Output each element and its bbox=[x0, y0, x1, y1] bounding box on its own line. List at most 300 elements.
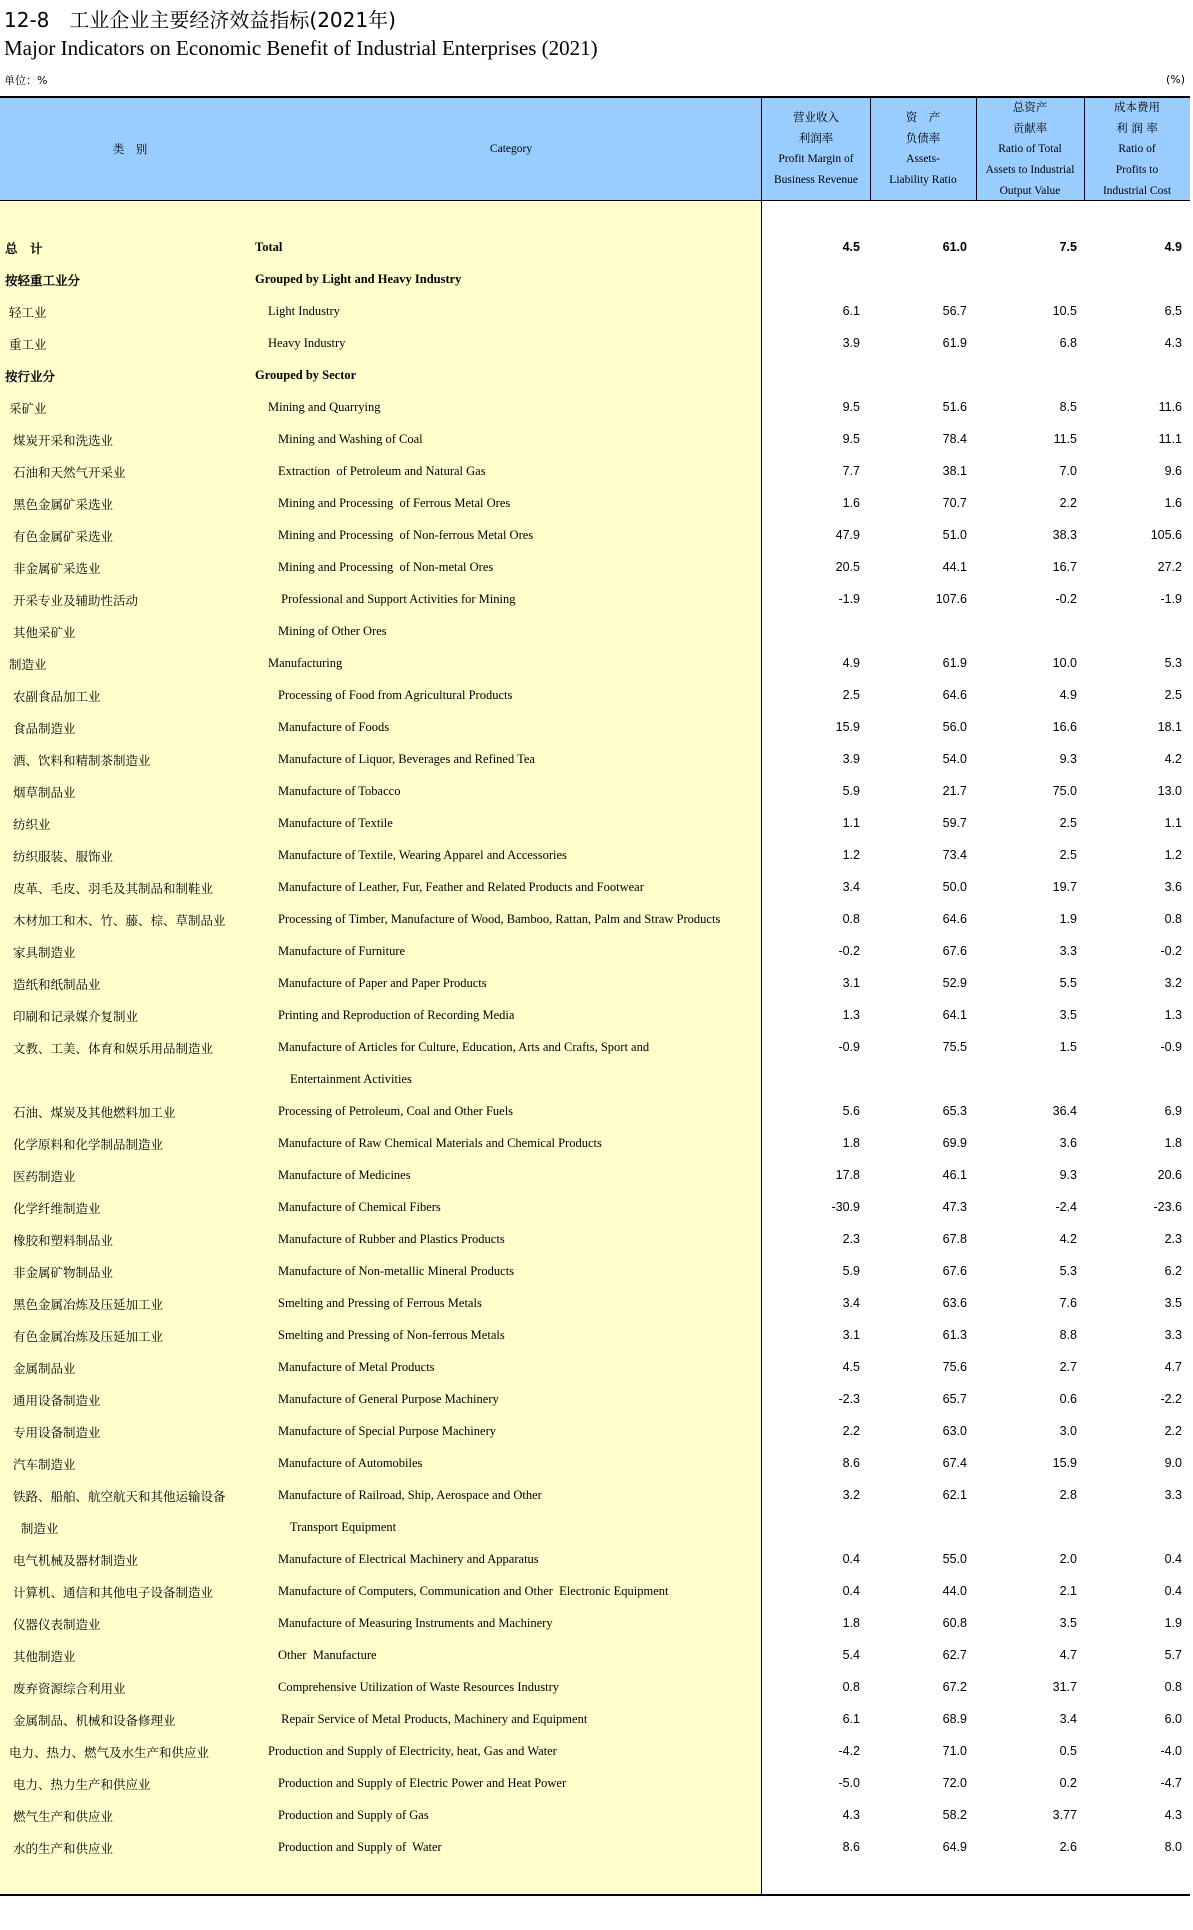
row-value-col1: 4.5 bbox=[842, 240, 860, 254]
table-row bbox=[0, 360, 1190, 392]
row-value-col2: 56.0 bbox=[942, 720, 967, 734]
row-value-col1: 8.6 bbox=[842, 1840, 860, 1854]
row-value-col2: 69.9 bbox=[942, 1136, 967, 1150]
row-category-cn: 农副食品加工业 bbox=[5, 689, 101, 704]
header-profit-margin: 营业收入 利润率 Profit Margin of Business Revenue bbox=[773, 110, 858, 186]
row-category-en: Manufacture of Non-metallic Mineral Products bbox=[278, 1264, 515, 1278]
row-value-col2: 64.1 bbox=[942, 1008, 967, 1022]
row-value-col2: 60.8 bbox=[942, 1616, 967, 1630]
row-value-col3: 38.3 bbox=[1052, 528, 1077, 542]
row-category-en: Manufacture of Medicines bbox=[278, 1168, 411, 1182]
row-category-en: Manufacture of Leather, Fur, Feather and Related Products and Footwear bbox=[278, 880, 644, 894]
row-category-cn: 制造业 bbox=[5, 657, 47, 672]
row-category-cn: 石油和天然气开采业 bbox=[5, 465, 126, 480]
row-category-cn: 烟草制品业 bbox=[5, 785, 76, 800]
table-row bbox=[0, 1224, 1190, 1256]
row-value-col3: 11.5 bbox=[1053, 432, 1077, 446]
row-category-en: Processing of Timber, Manufacture of Wood, Bamboo, Rattan, Palm and Straw Products bbox=[278, 912, 721, 926]
row-category-en: Mining of Other Ores bbox=[278, 624, 387, 638]
row-category-en: Smelting and Pressing of Non-ferrous Metals bbox=[278, 1328, 505, 1342]
row-value-col1: 0.4 bbox=[842, 1552, 860, 1566]
table-row bbox=[0, 552, 1190, 584]
table-row bbox=[0, 1000, 1190, 1032]
row-value-col1: 5.4 bbox=[842, 1648, 860, 1662]
row-value-col3: 3.0 bbox=[1059, 1424, 1077, 1438]
row-category-cn: 金属制品、机械和设备修理业 bbox=[5, 1713, 176, 1728]
row-value-col4: 0.4 bbox=[1164, 1584, 1182, 1598]
row-value-col2: 71.0 bbox=[942, 1744, 967, 1758]
header-assets-ratio: 总资产 贡献率 Ratio of Total Assets to Industrial Output Value bbox=[985, 99, 1075, 197]
row-value-col2: 51.0 bbox=[942, 528, 967, 542]
row-value-col4: 3.6 bbox=[1164, 880, 1182, 894]
row-value-col2: 75.6 bbox=[942, 1360, 967, 1374]
row-category-en: Manufacture of Articles for Culture, Education, Arts and Crafts, Sport and bbox=[278, 1040, 650, 1054]
row-value-col4: 11.6 bbox=[1158, 400, 1182, 414]
row-category-cn: 轻工业 bbox=[5, 305, 47, 320]
header-category-cn: 类 别 bbox=[112, 141, 148, 156]
table-row bbox=[0, 584, 1190, 616]
row-value-col3: 3.5 bbox=[1059, 1008, 1077, 1022]
row-value-col4: 3.3 bbox=[1164, 1328, 1182, 1342]
row-value-col1: 6.1 bbox=[842, 304, 860, 318]
unit-label: 单位：% bbox=[4, 74, 48, 87]
table-row bbox=[0, 840, 1190, 872]
row-category-en: Manufacture of Textile bbox=[278, 816, 393, 830]
table-row bbox=[0, 264, 1190, 296]
table-row bbox=[0, 1352, 1190, 1384]
row-value-col3: 4.9 bbox=[1059, 688, 1077, 702]
row-category-en: Manufacture of Computers, Communication and Other Electronic Equipment bbox=[278, 1584, 669, 1598]
row-value-col3: 8.8 bbox=[1059, 1328, 1077, 1342]
row-category-en: Manufacture of Measuring Instruments and Machinery bbox=[278, 1616, 553, 1630]
row-value-col4: -1.9 bbox=[1160, 592, 1182, 606]
row-category-en: Manufacture of Paper and Paper Products bbox=[278, 976, 487, 990]
row-value-col3: 16.6 bbox=[1052, 720, 1077, 734]
row-value-col4: 6.5 bbox=[1164, 304, 1182, 318]
row-value-col1: 3.4 bbox=[842, 880, 860, 894]
row-value-col1: 3.1 bbox=[842, 976, 860, 990]
row-value-col3: 3.77 bbox=[1052, 1808, 1077, 1822]
table-row bbox=[0, 1768, 1190, 1800]
row-category-cn: 化学原料和化学制品制造业 bbox=[5, 1137, 163, 1152]
row-value-col1: 4.5 bbox=[842, 1360, 860, 1374]
table-bottom-rule bbox=[0, 1894, 1190, 1896]
table-row bbox=[0, 1032, 1190, 1064]
row-category-cn: 食品制造业 bbox=[5, 721, 76, 736]
row-value-col1: 2.3 bbox=[842, 1232, 860, 1246]
row-category-en: Grouped by Light and Heavy Industry bbox=[255, 272, 462, 286]
row-category-cn: 制造业 bbox=[5, 1521, 59, 1536]
row-value-col4: 20.6 bbox=[1157, 1168, 1182, 1182]
table-row bbox=[0, 1640, 1190, 1672]
row-value-col1: 1.8 bbox=[842, 1616, 860, 1630]
row-value-col4: 5.7 bbox=[1164, 1648, 1182, 1662]
row-value-col3: 15.9 bbox=[1052, 1456, 1077, 1470]
table-row bbox=[0, 296, 1190, 328]
row-category-cn: 橡胶和塑料制品业 bbox=[5, 1233, 113, 1248]
row-value-col4: 3.3 bbox=[1164, 1488, 1182, 1502]
row-value-col3: 2.2 bbox=[1059, 496, 1077, 510]
row-value-col1: 9.5 bbox=[842, 400, 860, 414]
row-category-en: Total bbox=[255, 240, 283, 254]
row-category-en: Production and Supply of Electricity, heat, Gas and Water bbox=[268, 1744, 557, 1758]
row-value-col2: 61.9 bbox=[942, 656, 967, 670]
table-row bbox=[0, 424, 1190, 456]
row-category-cn: 铁路、船舶、航空航天和其他运输设备 bbox=[5, 1489, 226, 1504]
table-row bbox=[0, 232, 1190, 264]
row-value-col3: 3.5 bbox=[1059, 1616, 1077, 1630]
row-value-col1: 0.4 bbox=[842, 1584, 860, 1598]
row-category-cn: 电力、热力、燃气及水生产和供应业 bbox=[5, 1745, 209, 1760]
row-value-col3: 7.0 bbox=[1059, 464, 1077, 478]
row-category-cn: 按行业分 bbox=[5, 369, 56, 384]
row-category-en: Heavy Industry bbox=[268, 336, 346, 350]
row-value-col1: 47.9 bbox=[835, 528, 860, 542]
row-value-col3: 2.0 bbox=[1059, 1552, 1077, 1566]
table-row bbox=[0, 1704, 1190, 1736]
row-category-cn: 纺织服装、服饰业 bbox=[5, 849, 113, 864]
row-category-cn: 电气机械及器材制造业 bbox=[5, 1553, 138, 1568]
table-row bbox=[0, 1192, 1190, 1224]
row-category-cn: 煤炭开采和洗选业 bbox=[5, 433, 113, 448]
table-row bbox=[0, 808, 1190, 840]
row-value-col4: 6.0 bbox=[1164, 1712, 1182, 1726]
row-value-col3: 3.4 bbox=[1059, 1712, 1077, 1726]
row-category-en: Mining and Processing of Non-ferrous Metal Ores bbox=[278, 528, 534, 542]
column-divider bbox=[976, 96, 977, 201]
row-category-cn: 专用设备制造业 bbox=[5, 1425, 101, 1440]
row-category-cn: 燃气生产和供应业 bbox=[5, 1809, 113, 1824]
row-value-col4: 4.3 bbox=[1164, 336, 1182, 350]
table-row bbox=[0, 456, 1190, 488]
row-category-en: Entertainment Activities bbox=[290, 1072, 412, 1086]
row-value-col1: -5.0 bbox=[838, 1776, 860, 1790]
row-category-cn: 通用设备制造业 bbox=[5, 1393, 101, 1408]
row-category-cn: 水的生产和供应业 bbox=[5, 1841, 113, 1856]
row-value-col2: 75.5 bbox=[942, 1040, 967, 1054]
row-category-en: Manufacture of General Purpose Machinery bbox=[278, 1392, 499, 1406]
row-value-col2: 65.7 bbox=[942, 1392, 967, 1406]
row-value-col3: -0.2 bbox=[1055, 592, 1077, 606]
table-row bbox=[0, 936, 1190, 968]
row-value-col3: 4.2 bbox=[1059, 1232, 1077, 1246]
row-category-en: Manufacture of Tobacco bbox=[278, 784, 401, 798]
row-category-cn: 电力、热力生产和供应业 bbox=[5, 1777, 151, 1792]
row-value-col4: -4.7 bbox=[1160, 1776, 1182, 1790]
table-row bbox=[0, 1288, 1190, 1320]
row-category-en: Professional and Support Activities for Mining bbox=[278, 592, 516, 606]
row-value-col1: -2.3 bbox=[838, 1392, 860, 1406]
table-row bbox=[0, 1800, 1190, 1832]
row-value-col1: -1.9 bbox=[838, 592, 860, 606]
row-value-col1: 5.6 bbox=[842, 1104, 860, 1118]
row-value-col3: 2.7 bbox=[1059, 1360, 1077, 1374]
row-value-col4: 6.9 bbox=[1164, 1104, 1182, 1118]
row-value-col2: 65.3 bbox=[942, 1104, 967, 1118]
row-category-cn: 医药制造业 bbox=[5, 1169, 76, 1184]
row-value-col3: 2.6 bbox=[1059, 1840, 1077, 1854]
row-category-en: Production and Supply of Water bbox=[278, 1840, 442, 1854]
row-category-cn: 文教、工美、体育和娱乐用品制造业 bbox=[5, 1041, 213, 1056]
row-value-col1: 2.2 bbox=[842, 1424, 860, 1438]
row-value-col3: 2.8 bbox=[1059, 1488, 1077, 1502]
row-value-col4: 3.5 bbox=[1164, 1296, 1182, 1310]
row-value-col3: 19.7 bbox=[1052, 880, 1077, 894]
row-value-col2: 78.4 bbox=[942, 432, 967, 446]
row-value-col1: 20.5 bbox=[835, 560, 860, 574]
row-value-col1: 1.8 bbox=[842, 1136, 860, 1150]
row-value-col1: 7.7 bbox=[842, 464, 860, 478]
row-category-cn: 总 计 bbox=[5, 241, 43, 256]
table-row bbox=[0, 1672, 1190, 1704]
row-value-col4: 4.7 bbox=[1164, 1360, 1182, 1374]
table-row bbox=[0, 680, 1190, 712]
row-value-col2: 46.1 bbox=[942, 1168, 967, 1182]
row-value-col4: 3.2 bbox=[1164, 976, 1182, 990]
row-value-col4: 9.0 bbox=[1164, 1456, 1182, 1470]
row-value-col3: 2.5 bbox=[1059, 848, 1077, 862]
row-value-col3: 0.5 bbox=[1059, 1744, 1077, 1758]
row-value-col2: 61.0 bbox=[942, 240, 967, 254]
row-category-en: Manufacture of Liquor, Beverages and Refined Tea bbox=[278, 752, 535, 766]
row-value-col4: 18.1 bbox=[1157, 720, 1182, 734]
table-row bbox=[0, 1608, 1190, 1640]
table-header bbox=[0, 96, 1190, 201]
row-value-col3: 9.3 bbox=[1059, 1168, 1077, 1182]
header-category-en: Category bbox=[489, 142, 533, 155]
row-category-en: Manufacture of Railroad, Ship, Aerospace and Other bbox=[278, 1488, 542, 1502]
column-divider bbox=[870, 96, 871, 201]
row-value-col2: 61.3 bbox=[942, 1328, 967, 1342]
row-value-col4: 1.1 bbox=[1164, 816, 1182, 830]
row-value-col2: 44.0 bbox=[942, 1584, 967, 1598]
table-row bbox=[0, 1832, 1190, 1864]
row-value-col4: 0.4 bbox=[1164, 1552, 1182, 1566]
row-value-col4: 1.9 bbox=[1164, 1616, 1182, 1630]
row-value-col3: 75.0 bbox=[1052, 784, 1077, 798]
row-value-col2: 44.1 bbox=[942, 560, 967, 574]
row-value-col1: 6.1 bbox=[842, 1712, 860, 1726]
row-value-col4: 1.8 bbox=[1164, 1136, 1182, 1150]
row-category-cn: 黑色金属矿采选业 bbox=[5, 497, 113, 512]
table-row bbox=[0, 1064, 1190, 1096]
page-title-cn: 12-8 工业企业主要经济效益指标(2021年) bbox=[4, 8, 396, 32]
row-value-col2: 58.2 bbox=[942, 1808, 967, 1822]
table-row bbox=[0, 872, 1190, 904]
row-value-col2: 21.7 bbox=[942, 784, 967, 798]
row-value-col2: 47.3 bbox=[942, 1200, 967, 1214]
row-value-col2: 73.4 bbox=[942, 848, 967, 862]
row-category-en: Manufacture of Foods bbox=[278, 720, 390, 734]
row-value-col1: 3.2 bbox=[842, 1488, 860, 1502]
row-category-en: Manufacture of Metal Products bbox=[278, 1360, 435, 1374]
row-category-cn: 重工业 bbox=[5, 337, 47, 352]
table-row bbox=[0, 648, 1190, 680]
row-category-cn: 非金属矿采选业 bbox=[5, 561, 101, 576]
row-value-col1: 1.6 bbox=[842, 496, 860, 510]
row-value-col2: 68.9 bbox=[942, 1712, 967, 1726]
table-row bbox=[0, 1736, 1190, 1768]
row-value-col3: 3.6 bbox=[1059, 1136, 1077, 1150]
row-value-col1: 5.9 bbox=[842, 784, 860, 798]
row-category-cn: 废弃资源综合利用业 bbox=[5, 1681, 126, 1696]
row-value-col2: 62.7 bbox=[942, 1648, 967, 1662]
row-value-col1: 3.4 bbox=[842, 1296, 860, 1310]
row-value-col2: 72.0 bbox=[942, 1776, 967, 1790]
row-value-col2: 67.8 bbox=[942, 1232, 967, 1246]
row-value-col4: 6.2 bbox=[1164, 1264, 1182, 1278]
row-category-cn: 开采专业及辅助性活动 bbox=[5, 593, 138, 608]
table-row bbox=[0, 520, 1190, 552]
row-value-col4: 4.2 bbox=[1164, 752, 1182, 766]
row-value-col4: -4.0 bbox=[1160, 1744, 1182, 1758]
table-row bbox=[0, 1384, 1190, 1416]
row-value-col4: 2.5 bbox=[1164, 688, 1182, 702]
row-value-col4: -2.2 bbox=[1160, 1392, 1182, 1406]
row-category-en: Extraction of Petroleum and Natural Gas bbox=[278, 464, 486, 478]
row-value-col3: 0.2 bbox=[1059, 1776, 1077, 1790]
row-category-en: Manufacture of Chemical Fibers bbox=[278, 1200, 441, 1214]
row-value-col2: 63.0 bbox=[942, 1424, 967, 1438]
row-value-col4: -23.6 bbox=[1153, 1200, 1182, 1214]
row-value-col2: 62.1 bbox=[942, 1488, 967, 1502]
row-category-en: Transport Equipment bbox=[290, 1520, 397, 1534]
row-value-col3: 16.7 bbox=[1052, 560, 1077, 574]
row-category-en: Manufacture of Raw Chemical Materials and Chemical Products bbox=[278, 1136, 602, 1150]
row-value-col3: 7.6 bbox=[1059, 1296, 1077, 1310]
row-value-col2: 50.0 bbox=[942, 880, 967, 894]
table-row bbox=[0, 744, 1190, 776]
row-category-cn: 化学纤维制造业 bbox=[5, 1201, 101, 1216]
row-value-col3: 1.9 bbox=[1059, 912, 1077, 926]
table-row bbox=[0, 488, 1190, 520]
row-value-col1: 2.5 bbox=[842, 688, 860, 702]
row-value-col1: -0.2 bbox=[838, 944, 860, 958]
row-category-en: Mining and Processing of Ferrous Metal Ores bbox=[278, 496, 511, 510]
table-row bbox=[0, 392, 1190, 424]
row-category-en: Manufacture of Electrical Machinery and Apparatus bbox=[278, 1552, 539, 1566]
row-value-col2: 51.6 bbox=[942, 400, 967, 414]
row-value-col4: 27.2 bbox=[1157, 560, 1182, 574]
row-category-en: Manufacturing bbox=[268, 656, 343, 670]
table-row bbox=[0, 1512, 1190, 1544]
row-value-col2: 38.1 bbox=[942, 464, 967, 478]
row-category-en: Mining and Quarrying bbox=[268, 400, 381, 414]
row-category-cn: 计算机、通信和其他电子设备制造业 bbox=[5, 1585, 213, 1600]
row-value-col1: 0.8 bbox=[842, 1680, 860, 1694]
row-value-col3: 0.6 bbox=[1059, 1392, 1077, 1406]
row-value-col3: 8.5 bbox=[1059, 400, 1077, 414]
row-value-col2: 64.6 bbox=[942, 912, 967, 926]
row-category-en: Light Industry bbox=[268, 304, 340, 318]
row-value-col2: 70.7 bbox=[942, 496, 967, 510]
unit-label-en: (%) bbox=[1165, 73, 1185, 86]
row-value-col1: 1.2 bbox=[842, 848, 860, 862]
row-category-cn: 采矿业 bbox=[5, 401, 47, 416]
row-category-cn: 木材加工和木、竹、藤、棕、草制品业 bbox=[5, 913, 226, 928]
row-value-col3: 10.5 bbox=[1052, 304, 1077, 318]
row-value-col4: 13.0 bbox=[1157, 784, 1182, 798]
row-value-col3: -2.4 bbox=[1055, 1200, 1077, 1214]
row-value-col1: 4.9 bbox=[842, 656, 860, 670]
table-row bbox=[0, 968, 1190, 1000]
row-value-col4: 5.3 bbox=[1164, 656, 1182, 670]
table-row bbox=[0, 904, 1190, 936]
table-row bbox=[0, 1096, 1190, 1128]
page-title-en: Major Indicators on Economic Benefit of Industrial Enterprises (2021) bbox=[4, 36, 598, 60]
table-row bbox=[0, 1160, 1190, 1192]
row-value-col4: 105.6 bbox=[1150, 528, 1182, 542]
row-category-en: Manufacture of Textile, Wearing Apparel and Accessories bbox=[278, 848, 567, 862]
row-category-en: Manufacture of Automobiles bbox=[278, 1456, 423, 1470]
header-profit-to-cost: 成本费用 利 润 率 Ratio of Profits to Industrial Cost bbox=[1102, 99, 1172, 197]
table-row bbox=[0, 1256, 1190, 1288]
row-category-en: Printing and Reproduction of Recording Media bbox=[278, 1008, 515, 1022]
table-row bbox=[0, 1480, 1190, 1512]
row-value-col2: 63.6 bbox=[942, 1296, 967, 1310]
table-row bbox=[0, 1448, 1190, 1480]
row-category-cn: 汽车制造业 bbox=[5, 1457, 76, 1472]
row-category-cn: 其他制造业 bbox=[5, 1649, 76, 1664]
row-value-col2: 54.0 bbox=[942, 752, 967, 766]
row-value-col1: 3.9 bbox=[842, 752, 860, 766]
table-row bbox=[0, 1576, 1190, 1608]
row-value-col1: 15.9 bbox=[835, 720, 860, 734]
row-category-en: Other Manufacture bbox=[278, 1648, 377, 1662]
row-value-col3: 1.5 bbox=[1059, 1040, 1077, 1054]
row-value-col4: 8.0 bbox=[1164, 1840, 1182, 1854]
row-value-col3: 31.7 bbox=[1052, 1680, 1077, 1694]
row-category-cn: 石油、煤炭及其他燃料加工业 bbox=[5, 1105, 176, 1120]
row-value-col4: 1.2 bbox=[1164, 848, 1182, 862]
row-category-cn: 有色金属矿采选业 bbox=[5, 529, 113, 544]
row-value-col2: 55.0 bbox=[942, 1552, 967, 1566]
row-category-en: Production and Supply of Electric Power and Heat Power bbox=[278, 1776, 567, 1790]
row-category-cn: 金属制品业 bbox=[5, 1361, 76, 1376]
row-value-col4: -0.9 bbox=[1160, 1040, 1182, 1054]
row-category-cn: 皮革、毛皮、羽毛及其制品和制鞋业 bbox=[5, 881, 213, 896]
row-category-en: Repair Service of Metal Products, Machinery and Equipment bbox=[278, 1712, 588, 1726]
row-category-en: Mining and Processing of Non-metal Ores bbox=[278, 560, 494, 574]
row-value-col3: 7.5 bbox=[1059, 240, 1077, 254]
row-value-col2: 61.9 bbox=[942, 336, 967, 350]
row-category-cn: 非金属矿物制品业 bbox=[5, 1265, 113, 1280]
row-value-col3: 4.7 bbox=[1059, 1648, 1077, 1662]
table-row bbox=[0, 1320, 1190, 1352]
row-value-col2: 67.6 bbox=[942, 1264, 967, 1278]
row-category-en: Manufacture of Rubber and Plastics Products bbox=[278, 1232, 505, 1246]
row-value-col1: 9.5 bbox=[842, 432, 860, 446]
row-value-col4: 9.6 bbox=[1164, 464, 1182, 478]
row-value-col3: 10.0 bbox=[1052, 656, 1077, 670]
row-value-col4: 0.8 bbox=[1164, 912, 1182, 926]
header-liability-ratio: 资 产 负债率 Assets- Liability Ratio bbox=[889, 110, 957, 186]
row-category-en: Smelting and Pressing of Ferrous Metals bbox=[278, 1296, 482, 1310]
row-category-cn: 酒、饮料和精制茶制造业 bbox=[5, 753, 151, 768]
row-value-col3: 5.3 bbox=[1059, 1264, 1077, 1278]
row-value-col2: 67.6 bbox=[942, 944, 967, 958]
row-value-col1: 1.1 bbox=[842, 816, 860, 830]
row-category-cn: 纺织业 bbox=[5, 817, 51, 832]
row-value-col2: 67.2 bbox=[942, 1680, 967, 1694]
row-value-col1: 8.6 bbox=[842, 1456, 860, 1470]
row-value-col3: 6.8 bbox=[1059, 336, 1077, 350]
table-body bbox=[0, 232, 1190, 1864]
row-category-cn: 有色金属冶炼及压延加工业 bbox=[5, 1329, 163, 1344]
row-value-col2: 64.9 bbox=[942, 1840, 967, 1854]
row-value-col3: 5.5 bbox=[1059, 976, 1077, 990]
table-row bbox=[0, 1544, 1190, 1576]
